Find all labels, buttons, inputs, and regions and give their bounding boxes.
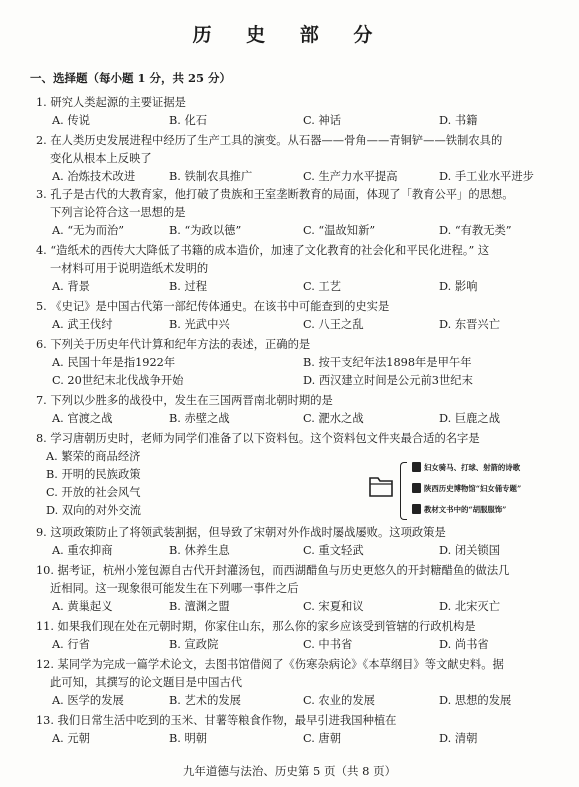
- options-2: [52, 168, 552, 186]
- option: D. “有教无类”: [439, 224, 512, 237]
- question-stem: 1. 研究人类起源的主要证据是: [36, 96, 186, 109]
- option: C. 宋夏和议: [303, 600, 364, 613]
- options-1: [52, 112, 552, 130]
- option: B. 赤壁之战: [169, 412, 230, 425]
- option: C. 农业的发展: [303, 694, 375, 707]
- package-file: 教材文书中的“胡服服饰”: [412, 504, 506, 515]
- option: A. 元朝: [52, 732, 90, 745]
- options-3: [52, 222, 552, 240]
- page-footer: 九年道德与法治、历史第 5 页（共 8 页）: [182, 764, 397, 778]
- option: D. 东晋兴亡: [439, 318, 501, 331]
- option: B. 光武中兴: [169, 318, 230, 331]
- option: D. 西汉建立时间是公元前3世纪末: [303, 374, 473, 387]
- question-stem: 5. 《史记》是中国古代第一部纪传体通史。在该书中可能查到的史实是: [36, 300, 390, 313]
- question-stem: 11. 如果我们现在处在元朝时期，你家住山东，那么你的家乡应该受到管辖的行政机构是: [36, 620, 476, 633]
- option: A. 行省: [52, 638, 90, 651]
- option: A. 医学的发展: [52, 694, 124, 707]
- question-stem-cont: 此可知，其撰写的论文题目是中国古代: [50, 676, 243, 689]
- options-8: [46, 448, 141, 520]
- question-stem-cont: 一材料可用于说明造纸术发明的: [50, 262, 209, 275]
- option: D. 手工业水平进步: [439, 170, 534, 183]
- question-5: [36, 298, 556, 316]
- question-stem: 13. 我们日常生活中吃到的玉米、甘薯等粮食作物，最早引进我国种植在: [36, 714, 397, 727]
- option: C. 工艺: [303, 280, 342, 293]
- question-stem: 4. “造纸术的西传大大降低了书籍的成本造价，加速了文化教育的社会化和平民化进程。” 这: [36, 244, 490, 257]
- question-stem: 3. 孔子是古代的大教育家，他打破了贵族和王室垄断教育的局面，体现了「教育公平」的思想。: [36, 188, 514, 201]
- option: B. 明朝: [169, 732, 208, 745]
- question-stem: 7. 下列以少胜多的战役中，发生在三国两晋南北朝时期的是: [36, 394, 333, 407]
- option: C. 唐朝: [303, 732, 342, 745]
- question-12: [36, 656, 556, 692]
- option: C. 八王之乱: [303, 318, 364, 331]
- option: A. 重农抑商: [52, 544, 113, 557]
- option: C. 20世纪末北伐战争开始: [52, 374, 184, 387]
- question-stem-cont: 变化从根本上反映了: [50, 152, 152, 165]
- options-11: [52, 636, 552, 654]
- options-4: [52, 278, 552, 296]
- option: A. 背景: [52, 280, 90, 293]
- option: A. 黄巢起义: [52, 600, 113, 613]
- question-9: [36, 524, 556, 542]
- option: A. 官渡之战: [52, 412, 113, 425]
- option: A. 武王伐纣: [52, 318, 113, 331]
- document-icon: [412, 462, 421, 472]
- question-stem: 6. 下列关于历史年代计算和纪年方法的表述，正确的是: [36, 338, 311, 351]
- option: A. 传说: [52, 114, 90, 127]
- question-stem: 8. 学习唐朝历史时，老师为同学们准备了以下资料包。这个资料包文件夹最合适的名字是: [36, 432, 480, 445]
- question-7: [36, 392, 556, 410]
- section-heading: 一、选择题（每小题 1 分，共 25 分）: [30, 71, 232, 85]
- option: C. 重文轻武: [303, 544, 364, 557]
- option: D. 北宋灭亡: [439, 600, 501, 613]
- option: C. 中书省: [303, 638, 353, 651]
- options-9: [52, 542, 552, 560]
- question-13: [36, 712, 556, 730]
- option: D. 思想的发展: [439, 694, 512, 707]
- options-6a: [52, 354, 552, 372]
- question-4: [36, 242, 556, 278]
- option: D. 书籍: [439, 114, 478, 127]
- resource-package: [362, 456, 562, 526]
- page-title: 历 史 部 分: [192, 24, 387, 46]
- question-1: [36, 94, 556, 112]
- option: D. 闭关锁国: [439, 544, 501, 557]
- options-6b: [52, 372, 552, 390]
- options-10: [52, 598, 552, 616]
- option: D. 巨鹿之战: [439, 412, 501, 425]
- question-stem: 2. 在人类历史发展进程中经历了生产工具的演变。从石器——骨角——青铜铲——铁制农具的: [36, 134, 503, 147]
- option: C. 神话: [303, 114, 342, 127]
- question-stem-cont: 近相同。这一现象很可能发生在下列哪一事件之后: [50, 582, 299, 595]
- document-icon: [412, 504, 421, 514]
- option: C. 淝水之战: [303, 412, 364, 425]
- options-7: [52, 410, 552, 428]
- option: B. 休养生息: [169, 544, 230, 557]
- option: B. 化石: [169, 114, 208, 127]
- package-file: 妇女骑马、打球、射箭的诗歌: [412, 462, 520, 473]
- option: A. 繁荣的商品经济: [46, 450, 141, 463]
- folder-icon: [368, 472, 394, 500]
- question-2: [36, 132, 556, 168]
- option: B. 澶渊之盟: [169, 600, 230, 613]
- question-8: [36, 430, 556, 448]
- option: A. 冶炼技术改进: [52, 170, 136, 183]
- options-13: [52, 730, 552, 748]
- option: B. 宣政院: [169, 638, 219, 651]
- option: B. “为政以德”: [169, 224, 242, 237]
- package-file: 陕西历史博物馆“妇女俑专题”: [412, 483, 521, 494]
- option: D. 尚书省: [439, 638, 489, 651]
- option: B. 开明的民族政策: [46, 468, 141, 481]
- option: B. 按干支纪年法1898年是甲午年: [303, 356, 472, 369]
- question-stem: 9. 这项政策防止了将领武装割据，但导致了宋朝对外作战时屡战屡败。这项政策是: [36, 526, 446, 539]
- options-12: [52, 692, 552, 710]
- question-11: [36, 618, 556, 636]
- question-stem: 12. 某同学为完成一篇学术论文，去图书馆借阅了《伤寒杂病论》《本草纲目》等文献史料。据: [36, 658, 504, 671]
- option: B. 艺术的发展: [169, 694, 241, 707]
- options-5: [52, 316, 552, 334]
- option: B. 铁制农具推广: [169, 170, 253, 183]
- option: C. “温故知新”: [303, 224, 376, 237]
- question-stem: 10. 据考证，杭州小笼包源自古代开封灌汤包，而西湖醋鱼与历史更悠久的开封糖醋鱼的做法几: [36, 564, 510, 577]
- option: A. “无为而治”: [52, 224, 125, 237]
- option: D. 影响: [439, 280, 478, 293]
- question-3: [36, 186, 556, 222]
- option: B. 过程: [169, 280, 208, 293]
- question-6: [36, 336, 556, 354]
- option: A. 民国十年是指1922年: [52, 356, 176, 369]
- option: D. 双向的对外交流: [46, 504, 141, 517]
- option: C. 生产力水平提高: [303, 170, 398, 183]
- brace: [400, 462, 407, 520]
- question-10: [36, 562, 556, 598]
- document-icon: [412, 483, 421, 493]
- option: C. 开放的社会风气: [46, 486, 141, 499]
- option: D. 清朝: [439, 732, 478, 745]
- question-stem-cont: 下列言论符合这一思想的是: [50, 206, 186, 219]
